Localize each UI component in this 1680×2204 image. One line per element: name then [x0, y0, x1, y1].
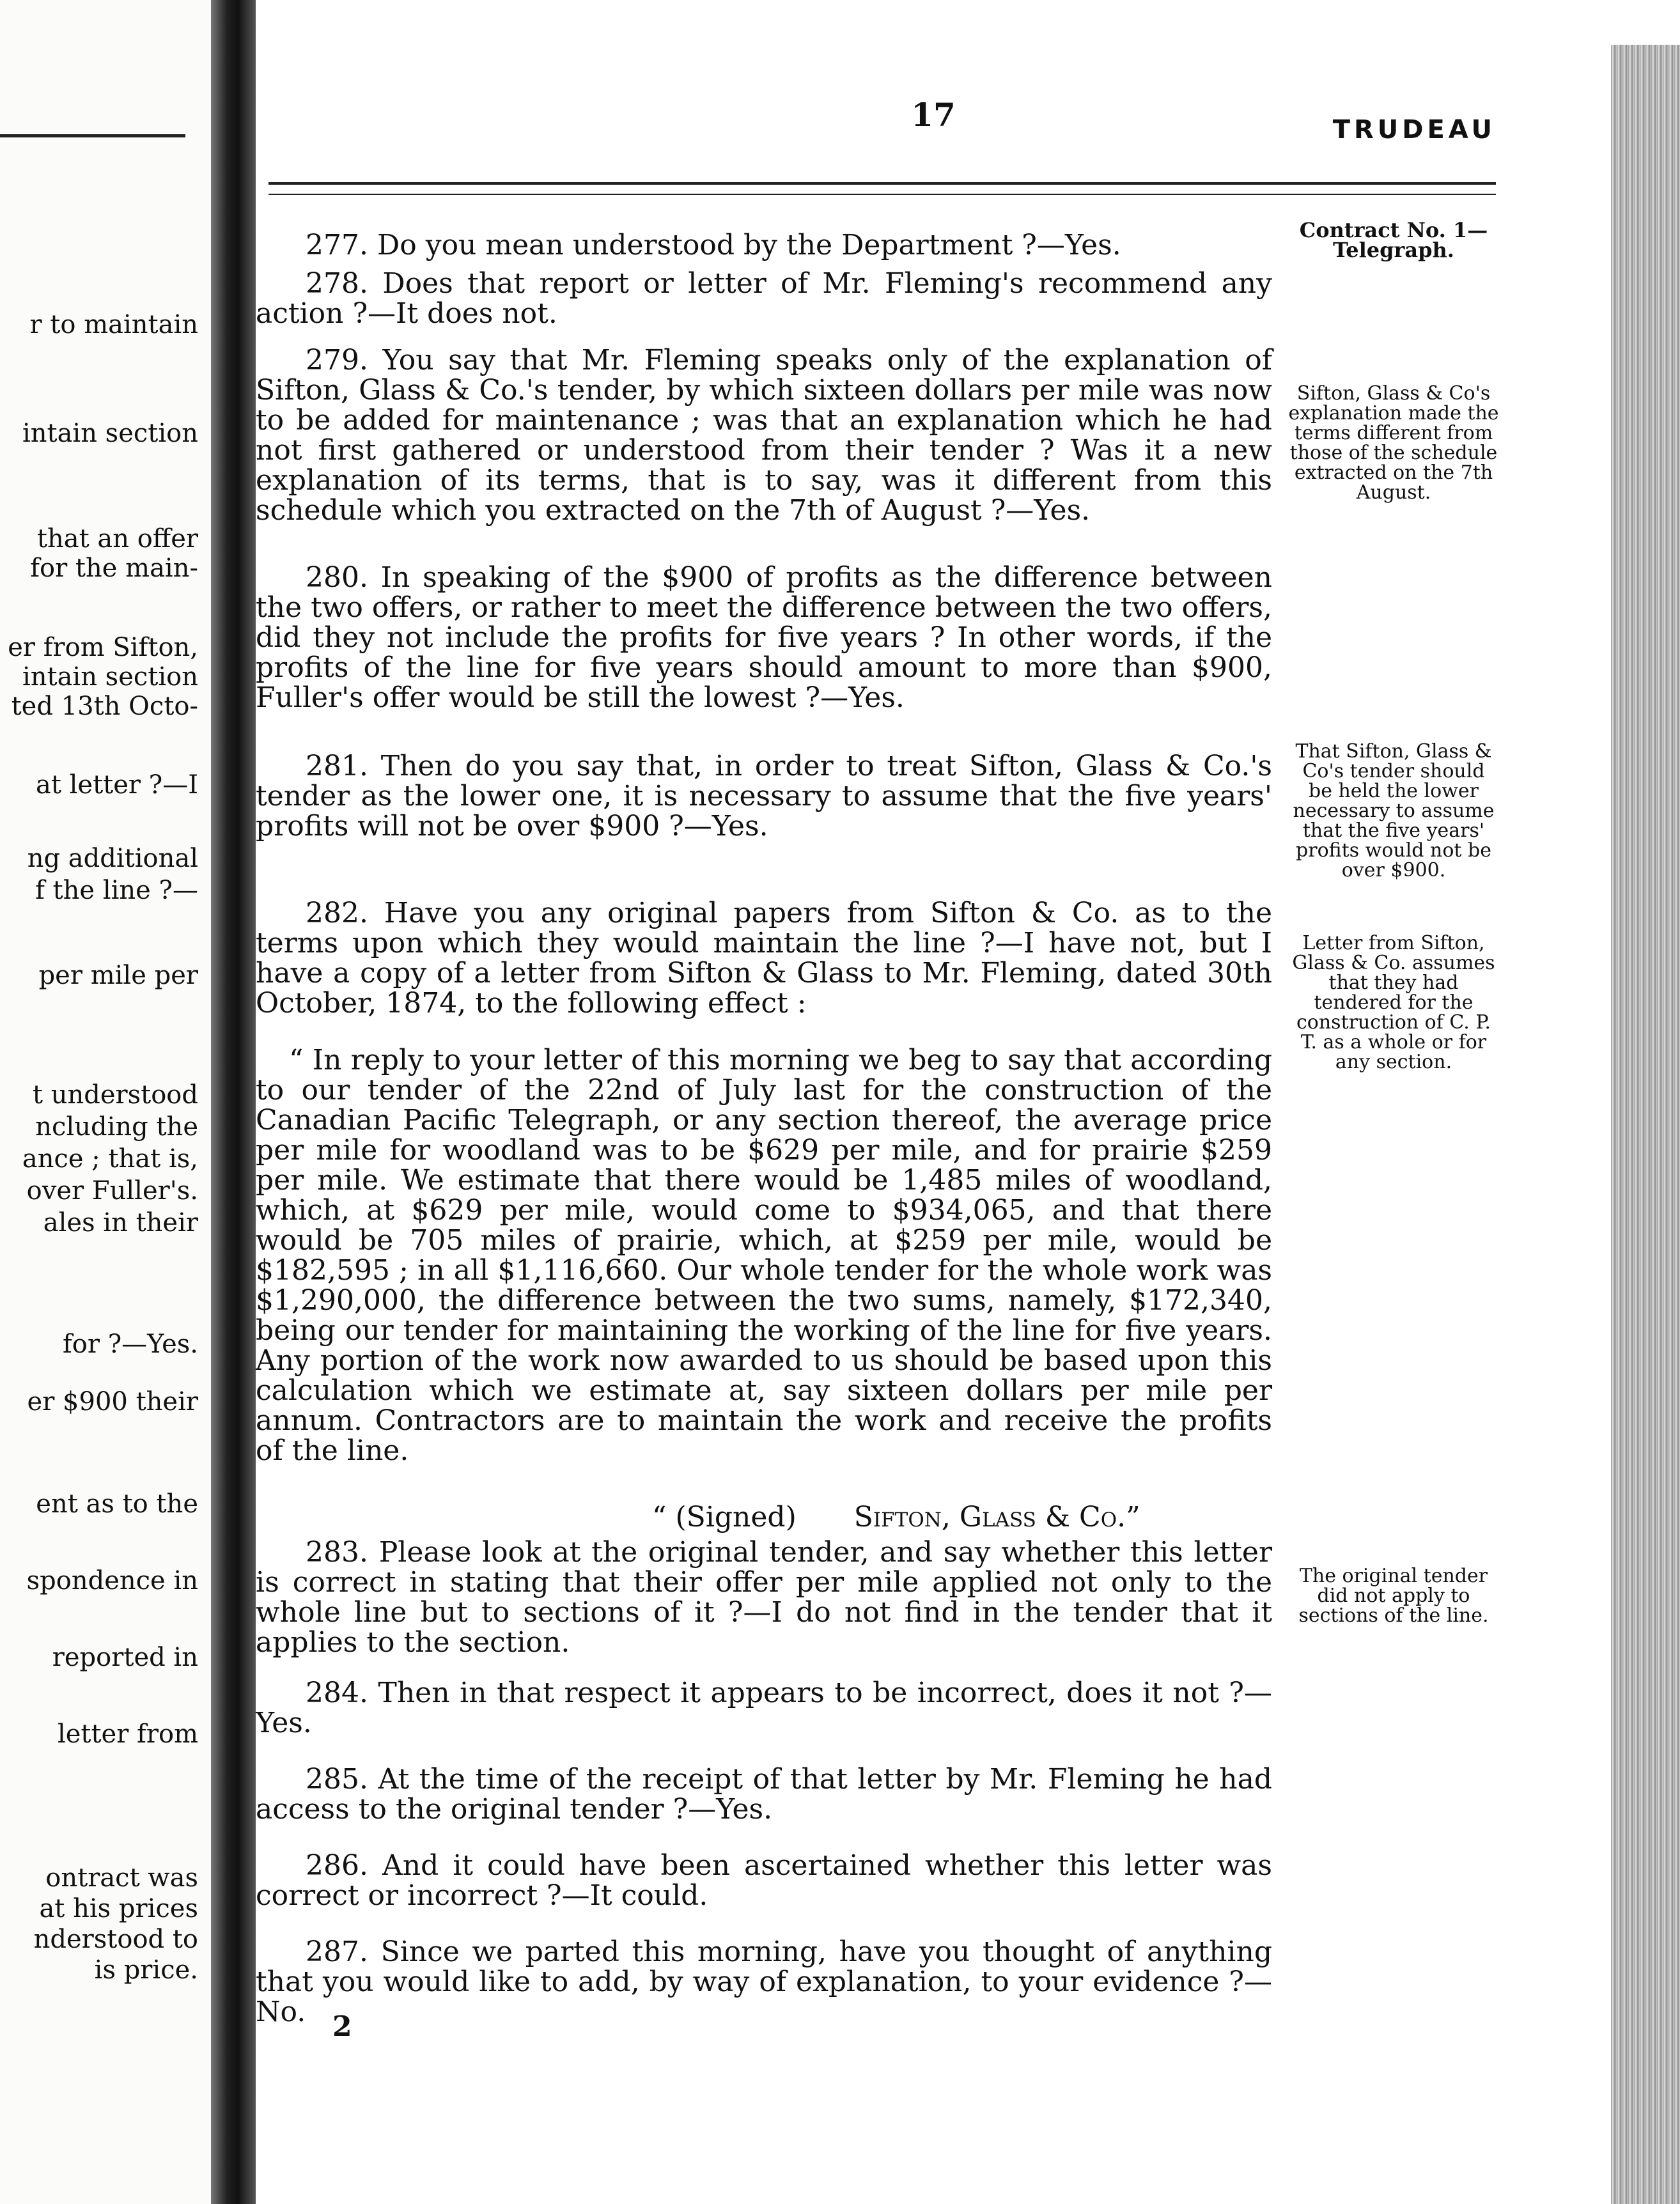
left-page-text-fragment: letter from [57, 1719, 198, 1749]
question-q278: 278. Does that report or letter of Mr. Fleming's recommend any action ?—It does not. [256, 267, 1272, 330]
left-page-text-fragment: ance ; that is, [22, 1144, 198, 1174]
question-q287: 287. Since we parted this morning, have you thought of anything that you would like to add, by way of explanation, to your evidence ?—No. [256, 1936, 1272, 2028]
margin-note-contract: Contract No. 1—Telegraph. [1299, 218, 1488, 262]
margin-note-lower: That Sifton, Glass & Co's tender should be held the lower necessary to assume that the five years' profits would not be over $900. [1293, 740, 1495, 881]
quoted-letter: “ In reply to your letter of this morning we beg to say that according to our tender of the 22nd of July last for the construction of the Canadian Pacific Telegraph, or any section thereof, the average price per mile for woodland was to be $629 per mile, and for prairie $259 per mile. We estimate that there would be 1,485 miles of woodland, which, at $629 per mile, would come to $934,065, and that there would be 705 miles of prairie, which, at $259 per mile, would be $182,595 ; in all $1,116,660. Our whole tender for the whole work was $1,290,000, the difference between the two sums, namely, $172,340, being our tender for maintaining the working of the line for five years. Any portion of the work now awarded to us should be based upon this calculation which we estimate at, say sixteen dollars per mile per annum. Contractors are to maintain the work and receive the profits of the line. [256, 1044, 1272, 1467]
left-page-text-fragment: er from Sifton, [8, 633, 198, 662]
margin-note-letter: Letter from Sifton, Glass & Co. assumes that they had tendered for the construction of C. P. T. as a whole or for any section. [1292, 932, 1495, 1073]
left-page-text-fragment: that an offer [36, 524, 198, 554]
signature-mark: 2 [332, 2010, 352, 2043]
left-page-text-fragment: for ?—Yes. [62, 1330, 198, 1359]
left-page-text-fragment: er $900 their [27, 1387, 198, 1416]
question-q279: 279. You say that Mr. Fleming speaks only of the explanation of Sifton, Glass & Co.'s tender, by which sixteen dollars per mile was now to be added for maintenance ; was that an explanation which he had not first gathered or understood from their tender ? Was it a new explanation of its terms, that is to say, was it different from this schedule which you extracted on the 7th of August ?—Yes. [256, 344, 1272, 527]
signature-name: Sifton, Glass & Co.” [853, 1501, 1140, 1533]
margin-note-original: The original tender did not apply to sections of the line. [1298, 1565, 1489, 1627]
question-q277: 277. Do you mean understood by the Department ?—Yes. [306, 229, 1121, 261]
question-q283: 283. Please look at the original tender, and say whether this letter is correct in stating that their offer per mile applied not only to the whole line but to sections of it ?—I do not find in the tender that it applies to the section. [256, 1536, 1272, 1659]
left-page-text-fragment: ncluding the [35, 1112, 198, 1142]
left-page-text-fragment: per mile per [38, 961, 198, 990]
letter-signature [652, 1502, 1140, 1532]
page-number: 17 [911, 96, 956, 134]
left-page-fragment [0, 0, 211, 2204]
left-page-text-fragment: over Fuller's. [26, 1176, 198, 1206]
left-page-text-fragment: at letter ?—I [35, 770, 198, 800]
left-page-text-fragment: ng additional [27, 844, 198, 873]
question-q281: 281. Then do you say that, in order to treat Sifton, Glass & Co.'s tender as the lower one, it is necessary to assume that the five years' profits will not be over $900 ?—Yes. [256, 750, 1272, 842]
left-page-text-fragment: nderstood to [33, 1925, 198, 1954]
left-page-text-fragment: reported in [52, 1643, 198, 1672]
right-page [256, 0, 1611, 2204]
left-page-text-fragment: r to maintain [29, 310, 198, 339]
header-rule [268, 182, 1496, 195]
running-head: TRUDEAU [1332, 115, 1496, 144]
question-q284: 284. Then in that respect it appears to be incorrect, does it not ?—Yes. [256, 1677, 1272, 1739]
left-page-text-fragment: ted 13th Octo- [11, 692, 198, 721]
book-gutter [211, 0, 256, 2204]
question-q285: 285. At the time of the receipt of that letter by Mr. Fleming he had access to the original tender ?—Yes. [256, 1763, 1272, 1826]
signature-prefix: “ (Signed) [652, 1501, 797, 1533]
left-page-text-fragment: at his prices [39, 1894, 198, 1923]
left-page-text-fragment: t understood [32, 1080, 198, 1110]
margin-note-explanation: Sifton, Glass & Co's explanation made the terms different from those of the schedule extracted on the 7th August. [1288, 382, 1499, 504]
left-page-text-fragment: f the line ?— [35, 876, 198, 905]
left-page-text-fragment: ent as to the [36, 1489, 198, 1519]
question-q280: 280. In speaking of the $900 of profits as the difference between the two offers, or rather to meet the difference between the two offers, did they not include the profits for five years ? In other words, if the profits of the line for five years should amount to more than $900, Fuller's offer would be still the lowest ?—Yes. [256, 561, 1272, 714]
left-page-text-fragment: intain section [22, 419, 198, 448]
left-page-text-fragment: is price. [94, 1955, 198, 1985]
left-page-text-fragment: ontract was [45, 1863, 198, 1893]
left-page-text-fragment: intain section [22, 662, 198, 692]
left-page-text-fragment: ales in their [43, 1208, 198, 1238]
left-page-text-fragment: spondence in [26, 1566, 198, 1595]
question-q286: 286. And it could have been ascertained whether this letter was correct or incorrect ?—It could. [256, 1849, 1272, 1912]
left-page-text-fragment: for the main- [30, 554, 198, 583]
question-q282: 282. Have you any original papers from Sifton & Co. as to the terms upon which they would maintain the line ?—I have not, but I have a copy of a letter from Sifton & Glass to Mr. Fleming, dated 30th October, 1874, to the following effect : [256, 897, 1272, 1020]
left-page-rule [0, 134, 185, 137]
page-edges [1611, 45, 1680, 2204]
